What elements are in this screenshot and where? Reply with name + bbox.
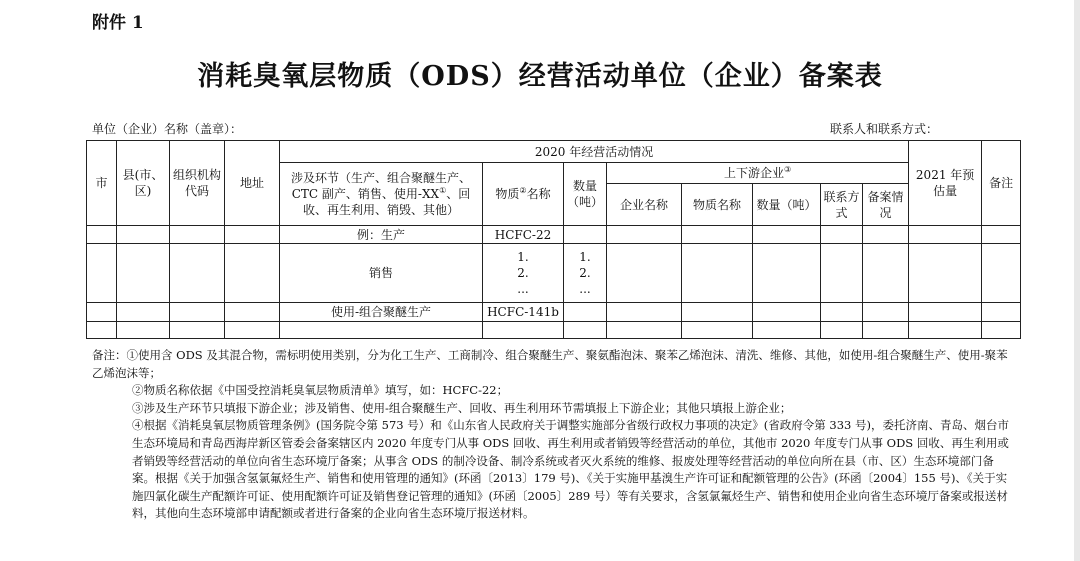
row-substance: HCFC-22 <box>483 226 564 244</box>
row-link: 销售 <box>280 244 483 303</box>
table-row <box>87 322 1021 339</box>
row-quantity-list: 1. 2. ... <box>564 244 607 303</box>
header-sub-quantity: 数量（吨） <box>753 184 821 226</box>
header-company-name: 企业名称 <box>607 184 682 226</box>
page-title: 消耗臭氧层物质（ODS）经营活动单位（企业）备案表 <box>197 61 883 92</box>
header-activity-2020: 2020 年经营活动情况 <box>280 141 909 163</box>
header-updown-enterprise: 上下游企业③ <box>607 163 909 184</box>
header-substance-name: 物质②名称 <box>483 163 564 226</box>
header-quantity: 数量（吨） <box>564 163 607 226</box>
note-3: ③涉及生产环节只填报下游企业；涉及销售、使用-组合聚醚生产、回收、再生利用环节需填报上下游企业；其他只填报上游企业； <box>132 400 792 415</box>
table-row <box>87 226 1021 244</box>
note-2: ②物质名称依据《中国受控消耗臭氧层物质清单》填写，如：HCFC-22； <box>132 383 509 398</box>
header-county: 县(市、区) <box>117 141 170 226</box>
filing-table <box>86 140 1021 339</box>
notes-section <box>92 347 1012 523</box>
row-link: 使用-组合聚醚生产 <box>280 303 483 322</box>
header-address: 地址 <box>225 141 280 226</box>
header-sub-substance: 物质名称 <box>682 184 753 226</box>
table-row <box>87 244 1021 303</box>
row-link: 例：生产 <box>280 226 483 244</box>
row-substance-list: 1. 2. ... <box>483 244 564 303</box>
header-remarks: 备注 <box>982 141 1021 226</box>
row-substance: HCFC-141b <box>483 303 564 322</box>
note-1: 备注：①使用含 ODS 及其混合物，需标明使用类别，分为化工生产、工商制冷、组合聚醚生产、聚氨酯泡沫、聚苯乙烯泡沫、清洗、维修、其他，如使用-组合聚醚生产、使用-聚苯乙烯泡沫等； <box>92 348 1008 380</box>
header-city: 市 <box>87 141 117 226</box>
header-links: 涉及环节（生产、组合聚醚生产、CTC 副产、销售、使用-XX①、回收、再生利用、销毁、其他） <box>280 163 483 226</box>
header-contact: 联系方式 <box>821 184 863 226</box>
note-4: ④根据《消耗臭氧层物质管理条例》(国务院令第 573 号）和《山东省人民政府关于调整实施部分省级行政权力事项的决定》(省政府令第 333 号)，委托济南、青岛、烟台市生态环境局和青岛西海岸新区管委会备案辖区内 2020 年度专门从事 ODS 回收、再生利用或者销毁等经营活动的单位，其他市 2020 年度专门从事 ODS 回收、再生利用或者销毁等经营活动的单位向省生态环境厅备案；从事含 ODS 的制冷设备、制冷系统或者灭火系统的维修、报废处理等经营活动的单位向所在县（市、区）生态环境部门备案。根据《关于加强含氢氯氟烃生产、销售和使用管理的通知》(环函〔2013〕179 号)、《关于实施甲基溴生产许可证和配额管理的公告》(环函〔2004〕155 号)、《关于实施四氯化碳生产配额许可证、使用配额许可证及销售登记管理的通知》(环函〔2005〕289 号）等有关要求，含氢氯氟烃生产、销售和使用企业向省生态环境厅备案或报送材料，其他向生态环境部申请配额或者进行备案的企业向省生态环境厅报送材料。 <box>132 418 1009 521</box>
header-org-code: 组织机构代码 <box>170 141 225 226</box>
attachment-label: 附件 1 <box>92 13 144 33</box>
contact-label: 联系人和联系方式： <box>830 122 939 136</box>
header-filing-status: 备案情况 <box>863 184 909 226</box>
table-row <box>87 303 1021 322</box>
unit-name-label: 单位（企业）名称（盖章）： <box>92 122 243 136</box>
header-forecast-2021: 2021 年预估量 <box>909 141 982 226</box>
